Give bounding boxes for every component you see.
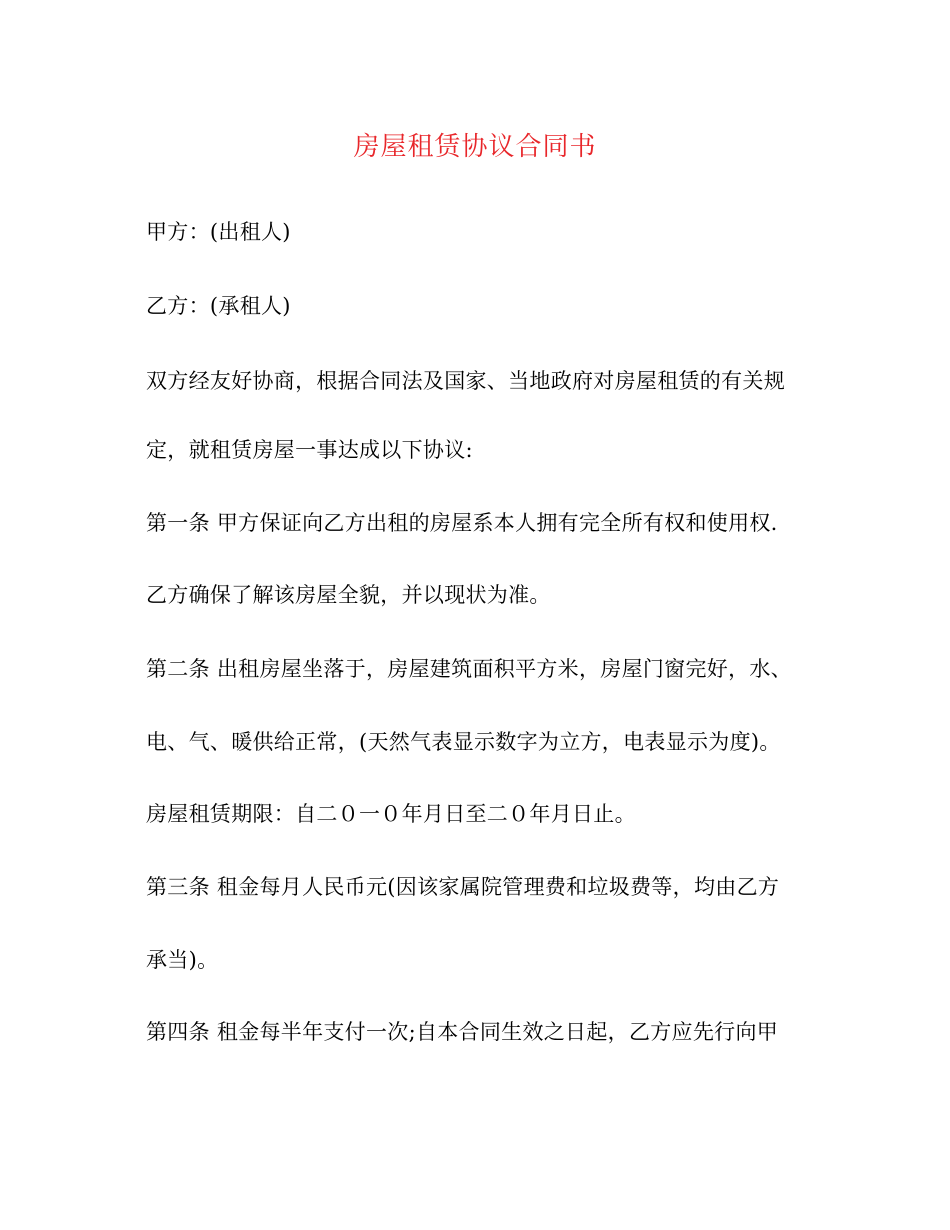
article-4-line-1: 第四条 租金每半年支付一次;自本合同生效之日起，乙方应先行向甲 [146,1020,779,1044]
article-3-line-1: 第三条 租金每月人民币元(因该家属院管理费和垃圾费等，均由乙方 [146,875,780,899]
article-1-line-1: 第一条 甲方保证向乙方出租的房屋系本人拥有完全所有权和使用权. [146,511,778,535]
party-b-line: 乙方：(承租人) [146,294,291,318]
article-1-line-2: 乙方确保了解该房屋全貌，并以现状为准。 [146,583,551,607]
article-2-line-1: 第二条 出租房屋坐落于，房屋建筑面积平方米，房屋门窗完好，水、 [146,657,792,681]
article-3-line-2: 承当)。 [146,948,219,972]
article-2-line-2: 电、气、暖供给正常，(天然气表显示数字为立方，电表显示为度)。 [146,730,781,754]
party-a-line: 甲方：(出租人) [146,220,291,244]
document-title: 房屋租赁协议合同书 [353,132,597,162]
preamble-line-1: 双方经友好协商，根据合同法及国家、当地政府对房屋租赁的有关规 [146,369,785,393]
preamble-line-2: 定，就租赁房屋一事达成以下协议: [146,438,473,462]
lease-term-line: 房屋租赁期限：自二０一０年月日至二０年月日止。 [146,802,636,826]
